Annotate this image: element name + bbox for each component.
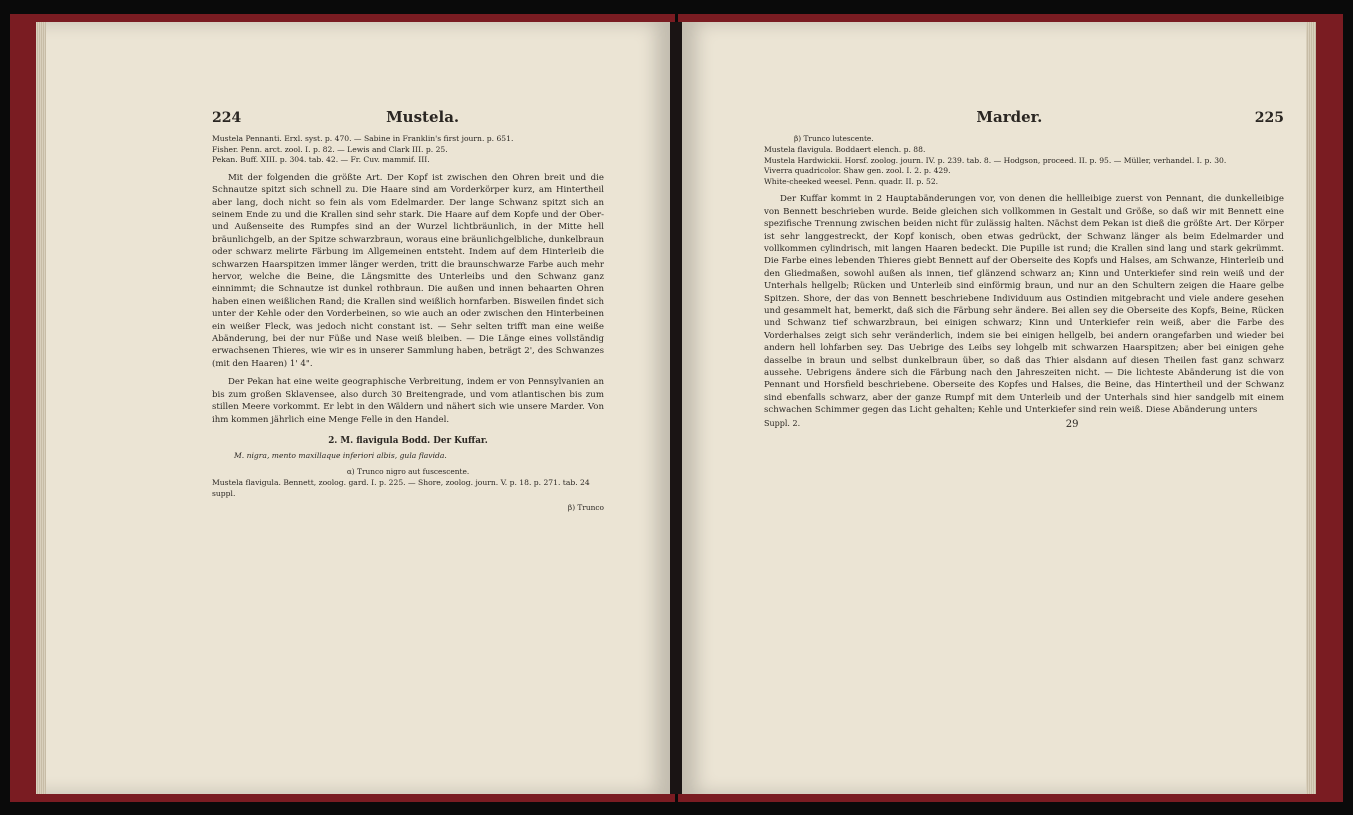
page-footer xyxy=(764,419,1284,430)
running-head: Marder. xyxy=(976,108,1043,126)
catchword: β) Trunco xyxy=(567,503,604,513)
body-paragraph: Der Kuffar kommt in 2 Hauptabänderungen vor, von denen die hellleibige zuerst von Pennant, die dunkelleibige von Bennett beschrieben wurde. Beide gleichen sich vollkommen in Gestalt und Größe, so daß wir mit Bennett eine spezifische Trennung zwischen beiden nicht für zulässig halten. Nächst dem Pekan ist dieß die größte Art. Der Körper ist sehr langgestreckt, der Kopf konisch, oben etwas gedrückt, der Schwanz länger als beim Edelmarder und vollkommen cylindrisch, mit langen Haaren bedeckt. Die Pupille ist rund; die Krallen sind lang und stark gekrümmt. Die Farbe eines lebenden Thieres giebt Bennett auf der Oberseite des Kopfs und Halses, am Schwanze, Hinterleib und den Gliedmaßen, sowohl außen als innen, tief glänzend schwarz an; Kinn und Unterkiefer sind rein weiß und der Unterhals hellgelb; Rücken und Unterleib sind einförmig braun, und nur an den Schultern zeigen die Haare gelbe Spitzen. Shore, der das von Bennett beschriebene Individuum aus Ostindien mitgebracht und viele andere gesehen und gesammelt hat, bemerkt, daß sich die Färbung sehr ändere. Bei allen sey die Oberseite des Kopfs, Beine, Rücken und Schwanz tief schwarzbraun, bei einigen schwarz; Kinn und Unterkiefer rein weiß, aber die Farbe des Vorderhalses zeigt sich sehr veränderlich, indem sie bei einigen hellgelb, bei andern orangefarben und wieder bei andern hell lohfarben sey. Das Uebrige des Leibs sey lohgelb mit schwarzen Haarspitzen; aber bei einigen gehe dasselbe in braun und selbst dunkelbraun über, so daß das Thier alsdann auf diesen Theilen fast ganz schwarz aussehe. Uebrigens ändere sich die Färbung nach den Jahreszeiten nicht. — Die lichteste Abänderung ist die von Pennant und Horsfield beschriebene. Oberseite des Kopfes und Halses, die Beine, das Hintertheil und der Schwanz sind ebenfalls schwarz, aber der ganze Rumpf mit dem Unterleib und der Unterhals sind hier sandgelb mit einem schwachen Schimmer gegen das Licht gehalten; Kehle und Unterkiefer sind rein weiß. Diese Abänderung unters xyxy=(764,194,1284,416)
synonym-line: Viverra quadricolor. Shaw gen. zool. I. 2. p. 429. xyxy=(764,166,951,176)
body-paragraph: Mit der folgenden die größte Art. Der Kopf ist zwischen den Ohren breit und die Schnautze spitzt sich schnell zu. Die Haare sind am Vorderkörper kurz, am Hintertheil aber lang, doch nicht so fein als vom Edelmarder. Der lange Schwanz spitzt sich an seinem Ende zu und die Krallen sind sehr stark. Die Haare auf dem Kopfe und der Ober- und Außenseite des Rumpfes sind an der Wurzel lichtbräunlich, in der Mitte hell bräunlichgelb, an der Spitze schwarzbraun, woraus eine bräunlichgelbliche, dunkelbraun oder schwarz melirte Färbung im Allgemeinen entsteht. Indem auf dem Hinterleib die schwarzen Haarspitzen immer länger werden, tritt die braunschwarze Farbe auch mehr hervor, welche die Beine, die Längsmitte des Unterleibs und den Schwanz ganz einnimmt; die Schnautze ist dunkel rothbraun. Die außen und innen behaarten Ohren haben einen weißlichen Rand; die Krallen sind weißlich hornfarben. Bisweilen findet sich unter der Kehle oder den Vorderbeinen, so wie auch an oder zwischen den Hinterbeinen ein weißer Fleck, was jedoch nicht constant ist. — Sehr selten trifft man eine weiße Abänderung, bei der nur Füße und Nase weiß bleiben. — Die Länge eines vollständig erwachsenen Thieres, wie wir es in unserer Sammlung haben, beträgt 2', des Schwanzes (mit den Haaren) 1' 4". xyxy=(212,172,604,369)
right-page-header xyxy=(764,108,1284,126)
synonym-line: Pekan. Buff. XIII. p. 304. tab. 42. — Fr. Cuv. mammif. III. xyxy=(212,155,430,165)
page-edges-left xyxy=(36,22,46,794)
page-edges-right xyxy=(1306,22,1316,794)
left-page xyxy=(36,22,670,794)
left-page-header xyxy=(212,108,604,126)
diagnosis: M. nigra, mento maxillaque inferiori albis, gula flavida. xyxy=(234,450,447,460)
synonym-line: Fisher. Penn. arct. zool. I. p. 82. — Lewis and Clark III. p. 25. xyxy=(212,144,448,154)
variety-heading: α) Trunco nigro aut fuscescente. xyxy=(346,466,470,476)
synonym-line: Mustela Hardwickii. Horsf. zoolog. journ. IV. p. 239. tab. 8. — Hodgson, proceed. II. p. 95. — Müller, verhandel. I. p. 30. xyxy=(764,155,1227,165)
running-head: Mustela. xyxy=(386,108,460,126)
synonym-line: Mustela Pennanti. Erxl. syst. p. 470. — Sabine in Franklin's first journ. p. 651. xyxy=(212,134,514,143)
synonym-line: Mustela flavigula. Boddaert elench. p. 88. xyxy=(764,145,926,154)
species-heading: 2. M. flavigula Bodd. Der Kuffar. xyxy=(328,435,488,446)
variety-heading: β) Trunco lutescente. xyxy=(794,134,874,143)
page-number: 224 xyxy=(212,110,242,126)
synonym-line: Mustela flavigula. Bennett, zoolog. gard. I. p. 225. — Shore, zoolog. journ. V. p. 18. p. 271. tab. 24 suppl. xyxy=(212,477,590,498)
book-gutter xyxy=(670,22,682,794)
body-paragraph: Der Pekan hat eine weite geographische Verbreitung, indem er von Pennsylvanien an bis zum großen Sklavensee, also durch 30 Breitengrade, und vom atlantischen bis zum stillen Meere vorkommt. Er lebt in den Wäldern und nähert sich wie unsere Marder. Von ihm kommen jährlich eine Menge Felle in den Handel. xyxy=(212,377,604,425)
synonym-line: White-cheeked weesel. Penn. quadr. II. p. 52. xyxy=(764,176,939,186)
signature-mark: Suppl. 2. xyxy=(764,418,801,428)
page-number: 225 xyxy=(1254,110,1284,126)
sheet-number: 29 xyxy=(1065,418,1079,430)
right-page xyxy=(682,22,1316,794)
